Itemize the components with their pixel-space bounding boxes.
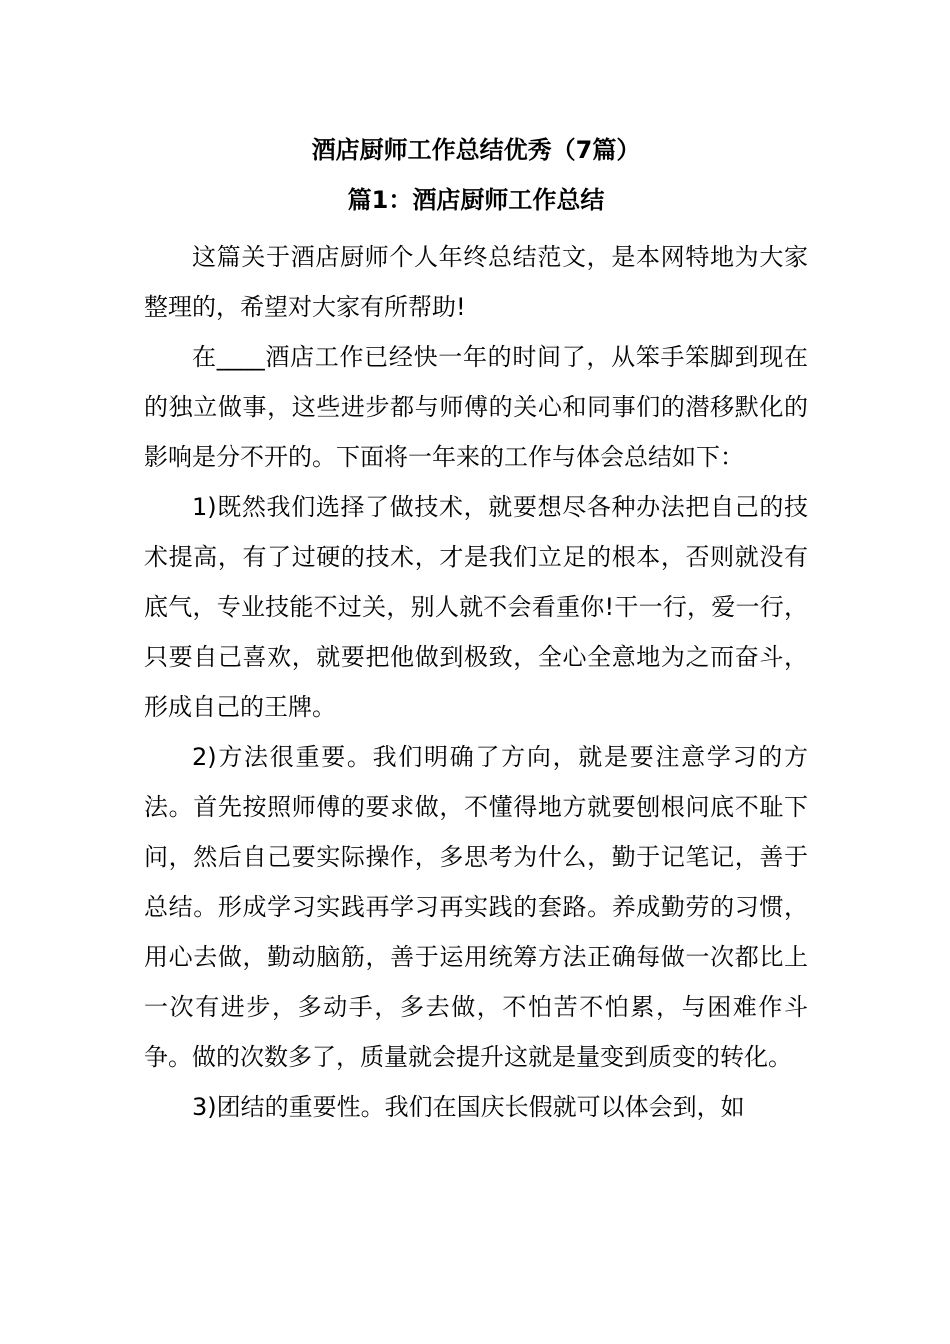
section-heading: 篇1：酒店厨师工作总结 — [347, 186, 605, 214]
paragraph-intro: 这篇关于酒店厨师个人年终总结范文，是本网特地为大家整理的，希望对大家有所帮助! — [144, 243, 808, 321]
paragraph-overview: 在____酒店工作已经快一年的时间了，从笨手笨脚到现在的独立做事，这些进步都与师傅的关心和同事们的潜移默化的影响是分不开的。下面将一年来的工作与体会总结如下： — [144, 343, 808, 471]
paragraph-point-1: 1)既然我们选择了做技术，就要想尽各种办法把自己的技术提高，有了过硬的技术，才是我们立足的根本，否则就没有底气，专业技能不过关，别人就不会看重你!干一行，爱一行，只要自己喜欢，就要把他做到极致，全心全意地为之而奋斗，形成自己的王牌。 — [144, 493, 808, 721]
document-title: 酒店厨师工作总结优秀（7篇） — [311, 136, 641, 164]
paragraph-point-2: 2)方法很重要。我们明确了方向，就是要注意学习的方法。首先按照师傅的要求做，不懂得地方就要刨根问底不耻下问，然后自己要实际操作，多思考为什么，勤于记笔记，善于总结。形成学习实践再学习再实践的套路。养成勤劳的习惯，用心去做，勤动脑筋，善于运用统筹方法正确每做一次都比上一次有进步，多动手，多去做，不怕苦不怕累，与困难作斗争。做的次数多了，质量就会提升这就是量变到质变的转化。 — [144, 743, 808, 1071]
document-body — [144, 232, 808, 1132]
document-page — [144, 0, 808, 1344]
paragraph-point-3: 3)团结的重要性。我们在国庆长假就可以体会到，如 — [192, 1093, 745, 1121]
